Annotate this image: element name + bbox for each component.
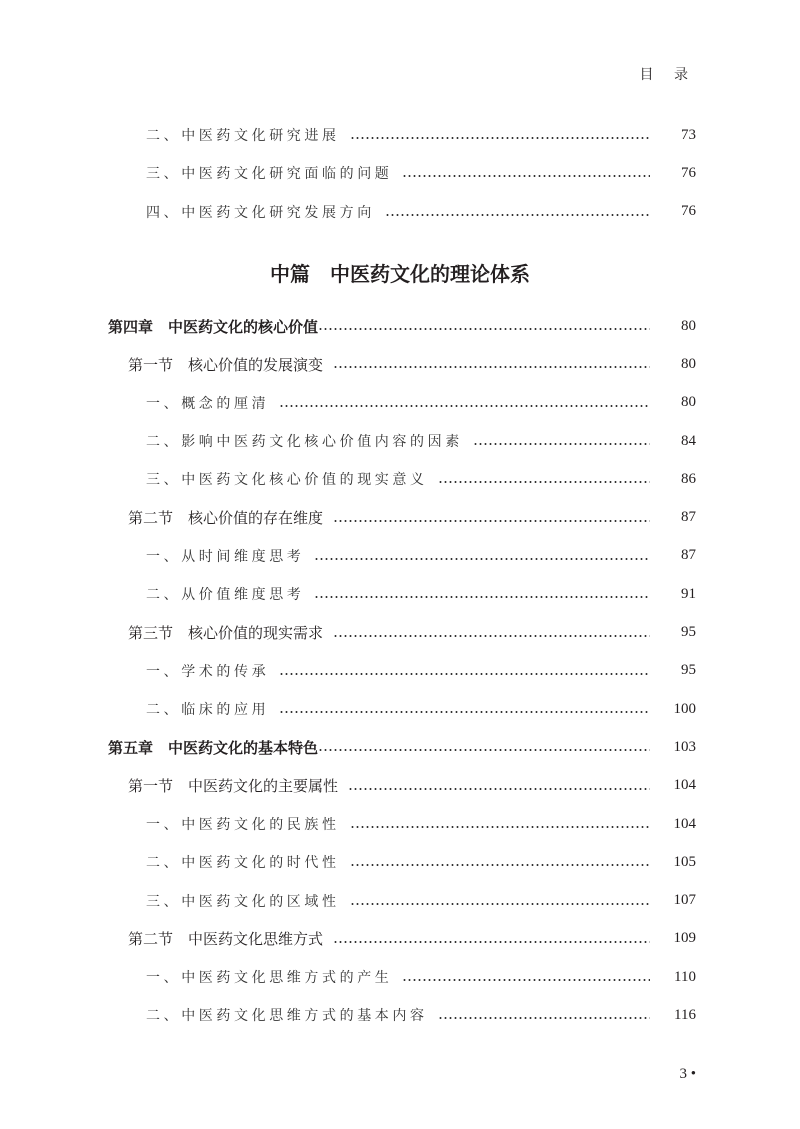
entry-page: 87 bbox=[681, 509, 696, 526]
entry-title: 四、中医药文化研究发展方向 bbox=[146, 204, 375, 221]
dot-leader bbox=[333, 635, 650, 637]
dot-leader bbox=[333, 366, 650, 368]
entry-title: 第二节 核心价值的存在维度 bbox=[128, 509, 324, 528]
dot-leader bbox=[333, 941, 650, 943]
dot-leader bbox=[318, 328, 650, 330]
entry-page: 84 bbox=[681, 432, 696, 449]
entry-title: 二、中医药文化研究进展 bbox=[146, 128, 340, 145]
toc-entry-item[interactable] bbox=[0, 996, 800, 1034]
toc-main-group bbox=[0, 307, 800, 1035]
toc-entry-section[interactable] bbox=[0, 767, 800, 805]
entry-page: 104 bbox=[673, 777, 696, 794]
entry-title: 第二节 中医药文化思维方式 bbox=[128, 930, 324, 949]
entry-title: 二、从价值维度思考 bbox=[146, 587, 305, 604]
dot-leader bbox=[350, 903, 650, 905]
entry-page: 76 bbox=[681, 203, 696, 220]
toc-entry-item[interactable] bbox=[0, 384, 800, 422]
toc-entry-item[interactable] bbox=[0, 843, 800, 881]
entry-title: 第三节 核心价值的现实需求 bbox=[128, 624, 324, 643]
dot-leader bbox=[473, 443, 650, 445]
entry-page: 95 bbox=[681, 662, 696, 679]
entry-page: 105 bbox=[673, 853, 696, 870]
entry-title: 三、中医药文化核心价值的现实意义 bbox=[146, 472, 428, 489]
toc-entry-section[interactable] bbox=[0, 498, 800, 536]
toc-entry-item[interactable] bbox=[0, 422, 800, 460]
entry-page: 107 bbox=[673, 892, 696, 909]
entry-page: 80 bbox=[681, 355, 696, 372]
page-number: 3 • bbox=[679, 1066, 696, 1082]
dot-leader bbox=[350, 826, 650, 828]
dot-leader bbox=[279, 673, 650, 675]
entry-page: 87 bbox=[681, 547, 696, 564]
entry-page: 116 bbox=[674, 1006, 696, 1023]
entry-title: 第五章 中医药文化的基本特色 bbox=[108, 738, 319, 757]
entry-title: 三、中医药文化研究面临的问题 bbox=[146, 166, 393, 183]
entry-title: 二、影响中医药文化核心价值内容的因素 bbox=[146, 434, 463, 451]
entry-page: 110 bbox=[674, 968, 696, 985]
entry-page: 76 bbox=[681, 164, 696, 181]
toc-top-group bbox=[0, 116, 800, 231]
dot-leader bbox=[333, 520, 650, 522]
toc-entry-section[interactable] bbox=[0, 345, 800, 383]
entry-title: 一、中医药文化思维方式的产生 bbox=[146, 970, 393, 987]
entry-page: 80 bbox=[681, 394, 696, 411]
dot-leader bbox=[279, 711, 650, 713]
entry-page: 80 bbox=[681, 317, 696, 334]
entry-title: 二、中医药文化的时代性 bbox=[146, 855, 340, 872]
entry-title: 三、中医药文化的区域性 bbox=[146, 893, 340, 910]
entry-title: 第一节 核心价值的发展演变 bbox=[128, 355, 324, 374]
entry-title: 一、学术的传承 bbox=[146, 663, 270, 680]
dot-leader bbox=[402, 979, 650, 981]
entry-title: 一、中医药文化的民族性 bbox=[146, 817, 340, 833]
toc-entry-item[interactable] bbox=[0, 881, 800, 919]
entry-page: 100 bbox=[673, 700, 696, 717]
toc-entry-item[interactable] bbox=[0, 652, 800, 690]
toc-entry-item[interactable] bbox=[0, 460, 800, 498]
dot-leader bbox=[279, 405, 650, 407]
toc-entry-item[interactable] bbox=[0, 116, 800, 154]
dot-leader bbox=[438, 481, 650, 483]
toc-entry-chapter[interactable] bbox=[0, 728, 800, 766]
toc-entry-item[interactable] bbox=[0, 575, 800, 613]
toc-entry-item[interactable] bbox=[0, 805, 800, 843]
dot-leader bbox=[350, 864, 650, 866]
dot-leader bbox=[318, 749, 650, 751]
dot-leader bbox=[438, 1017, 650, 1019]
entry-title: 二、中医药文化思维方式的基本内容 bbox=[146, 1008, 428, 1025]
dot-leader bbox=[350, 137, 650, 139]
entry-page: 95 bbox=[681, 624, 696, 641]
entry-title: 一、概念的厘清 bbox=[146, 395, 270, 412]
toc-entry-chapter[interactable] bbox=[0, 307, 800, 345]
entry-title: 第一节 中医药文化的主要属性 bbox=[128, 777, 339, 796]
dot-leader bbox=[385, 214, 650, 216]
running-header: 目 录 bbox=[639, 67, 696, 83]
entry-title: 第四章 中医药文化的核心价值 bbox=[108, 317, 319, 336]
toc-entry-item[interactable] bbox=[0, 193, 800, 231]
entry-page: 86 bbox=[681, 470, 696, 487]
toc-entry-section[interactable] bbox=[0, 613, 800, 651]
toc-entry-item[interactable] bbox=[0, 154, 800, 192]
dot-leader bbox=[314, 596, 650, 598]
dot-leader bbox=[314, 558, 650, 560]
toc-entry-item[interactable] bbox=[0, 958, 800, 996]
toc-entry-section[interactable] bbox=[0, 920, 800, 958]
part-title: 中篇 中医药文化的理论体系 bbox=[270, 262, 530, 286]
entry-title: 一、从时间维度思考 bbox=[146, 548, 305, 565]
toc-entry-item[interactable] bbox=[0, 690, 800, 728]
dot-leader bbox=[348, 788, 650, 790]
entry-title: 二、临床的应用 bbox=[146, 702, 270, 719]
entry-page: 91 bbox=[681, 585, 696, 602]
entry-page: 103 bbox=[673, 738, 696, 755]
entry-page: 109 bbox=[673, 930, 696, 947]
dot-leader bbox=[402, 175, 650, 177]
entry-page: 73 bbox=[681, 126, 696, 143]
entry-page: 104 bbox=[673, 815, 696, 832]
toc-entry-item[interactable] bbox=[0, 537, 800, 575]
